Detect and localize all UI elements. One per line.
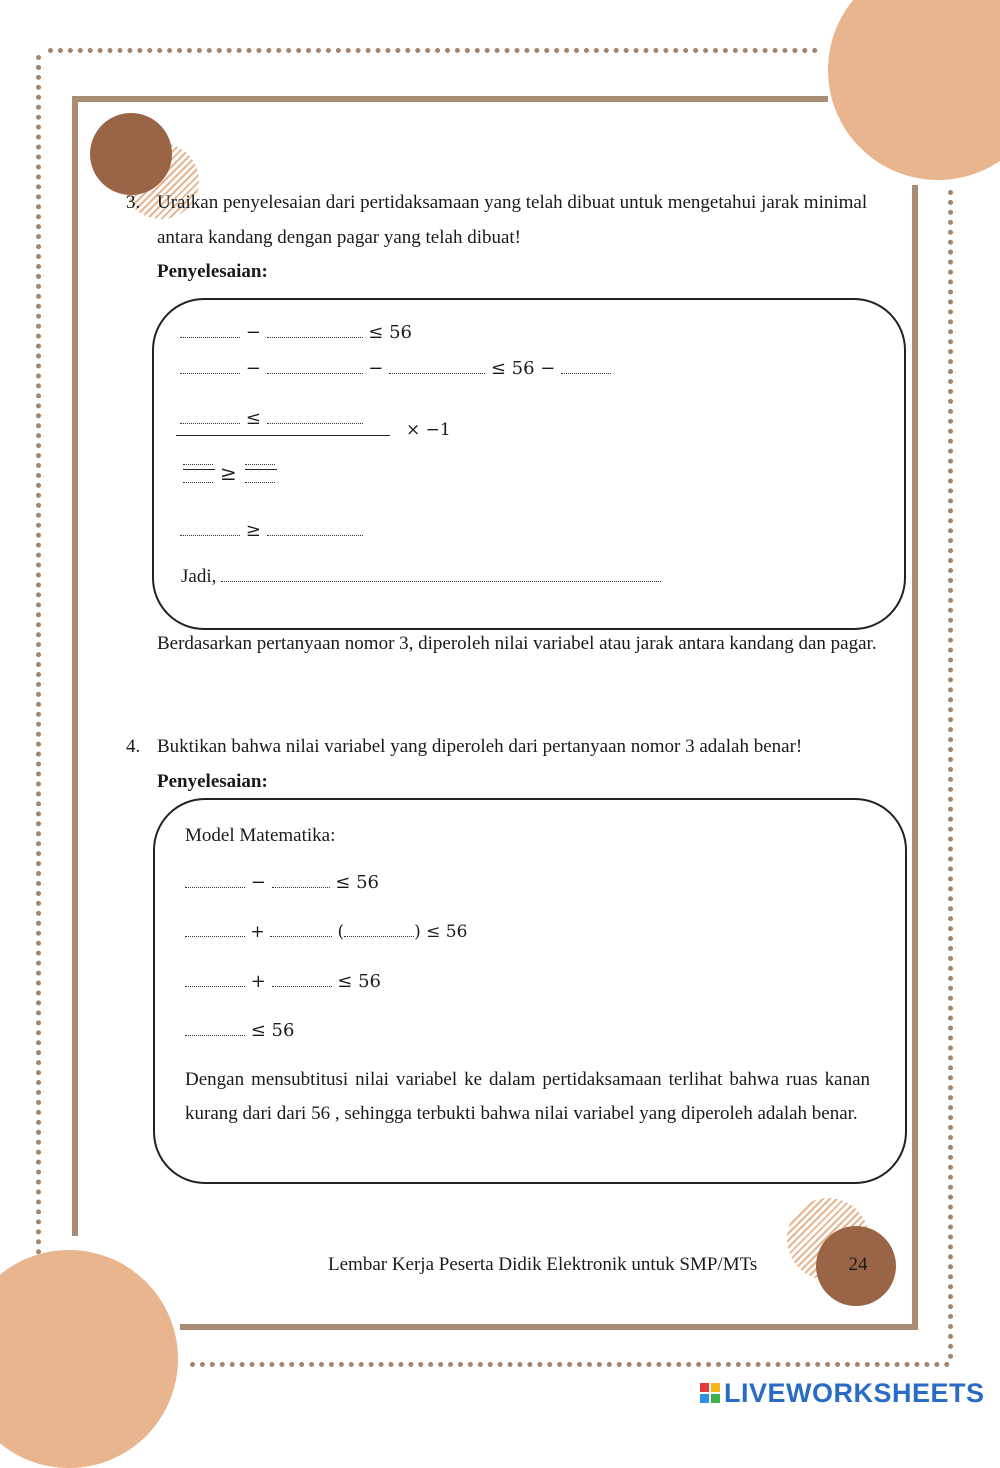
question4-solution-label: Penyelesaian: (157, 771, 268, 792)
bottom-frame-bar (180, 1324, 918, 1330)
q3-step4-right-denominator[interactable] (245, 474, 275, 483)
question3-number: 3. (126, 192, 141, 213)
q4-step1 (185, 872, 379, 893)
top-left-brown-circle (90, 113, 172, 195)
q3-step2-blank-d[interactable] (561, 359, 611, 374)
q3-step2-minus-a: − (245, 358, 261, 379)
question4-number: 4. (126, 736, 141, 757)
q4-step2-blank-c[interactable] (344, 922, 414, 937)
question4-text: Buktikan bahwa nilai variabel yang diperoleh dari pertanyaan nomor 3 adalah benar! (157, 736, 803, 757)
q3-step4-right-bar (245, 469, 277, 470)
bottom-left-peach-circle (0, 1250, 178, 1468)
liveworksheets-logo-text: LIVEWORKSHEETS (724, 1377, 985, 1408)
question3-text-line1: Uraikan penyelesaian dari pertidaksamaan yang telah dibuat untuk mengetahui jarak minimal (157, 192, 868, 213)
q4-step1-blank-b[interactable] (272, 873, 330, 888)
q3-conclusion (181, 560, 661, 594)
q4-step3 (185, 971, 381, 992)
q4-step1-leq56: ≤ 56 (335, 872, 380, 893)
q3-step2-blank-c[interactable] (389, 359, 485, 374)
q3-step4-left-numerator[interactable] (183, 456, 213, 465)
q4-step1-blank-a[interactable] (185, 873, 245, 888)
q4-step2 (185, 922, 467, 942)
bottom-dotted-border (190, 1362, 950, 1367)
q4-step3-leq56: ≤ 56 (337, 971, 382, 992)
q3-step1-minus: − (245, 322, 261, 343)
q3-step4-fraction-right (245, 456, 277, 483)
q4-step2-blank-a[interactable] (185, 922, 245, 937)
question3-solution-label: Penyelesaian: (157, 261, 268, 282)
liveworksheets-logo-icon (700, 1383, 720, 1403)
q3-times-neg1: × −1 (406, 420, 451, 440)
q3-step1-leq56: ≤ 56 (368, 322, 413, 343)
q3-step3-blank-a[interactable] (180, 409, 240, 424)
q3-step1 (180, 322, 412, 343)
top-frame-bar (72, 96, 828, 102)
left-frame-bar (72, 96, 78, 1236)
left-dotted-border (36, 55, 41, 1365)
q3-step1-blank-b[interactable] (267, 323, 363, 338)
q3-step3-underline (176, 435, 390, 436)
q4-step4-leq56: ≤ 56 (250, 1020, 295, 1041)
q4-step1-minus: − (250, 872, 266, 893)
q4-conclusion: Dengan mensubtitusi nilai variabel ke dalam pertidaksamaan terlihat bahwa ruas kanan kurang dari dari 56 , sehingga terbukti bahwa nilai variabel yang diperoleh adalah benar. (185, 1069, 870, 1124)
q3-step5-blank-b[interactable] (267, 521, 363, 536)
q3-step4-left-bar (183, 469, 215, 470)
top-right-peach-circle (828, 0, 1000, 180)
q3-step3-blank-b[interactable] (267, 409, 363, 424)
q3-step4-geq: ≥ (220, 461, 237, 485)
q4-step2-plus: + (250, 922, 265, 942)
q4-step3-blank-b[interactable] (272, 972, 332, 987)
q3-step4-right-numerator[interactable] (245, 456, 275, 465)
liveworksheets-logo (700, 1378, 985, 1408)
right-frame-bar (912, 185, 918, 1330)
right-dotted-border (948, 190, 953, 1360)
q4-step2-close-leq56: ) ≤ 56 (414, 922, 468, 942)
top-dotted-border (48, 48, 818, 53)
q4-model-label: Model Matematika: (185, 825, 336, 846)
q3-conclusion-blank[interactable] (221, 567, 661, 582)
q3-step2-blank-a[interactable] (180, 359, 240, 374)
question3-text-line2: antara kandang dengan pagar yang telah dibuat! (157, 227, 522, 248)
q3-conclusion-label: Jadi, (181, 566, 217, 587)
q4-step3-plus: + (250, 971, 266, 992)
q4-step2-open-paren: ( (337, 922, 345, 942)
q3-step4-fraction-left (183, 456, 215, 483)
q3-step4-left-denominator[interactable] (183, 474, 213, 483)
footer-title: Lembar Kerja Peserta Didik Elektronik untuk SMP/MTs (328, 1254, 758, 1275)
question3-after-text: Berdasarkan pertanyaan nomor 3, diperoleh nilai variabel atau jarak antara kandang dan pagar. (157, 633, 877, 654)
q3-step2-blank-b[interactable] (267, 359, 363, 374)
q3-step3-leq: ≤ (245, 408, 261, 429)
q3-step5-geq: ≥ (245, 520, 261, 541)
q4-step4-blank-a[interactable] (185, 1021, 245, 1036)
page-number: 24 (848, 1254, 868, 1275)
q4-step4 (185, 1020, 294, 1041)
q3-step5 (180, 520, 363, 541)
q3-step5-blank-a[interactable] (180, 521, 240, 536)
q4-step2-blank-b[interactable] (270, 922, 332, 937)
q3-step1-blank-a[interactable] (180, 323, 240, 338)
q3-step2 (180, 358, 611, 379)
q3-step3 (180, 408, 363, 429)
q3-step2-minus-b: − (368, 358, 384, 379)
q4-step3-blank-a[interactable] (185, 972, 245, 987)
q3-step2-leq56-minus: ≤ 56 − (490, 358, 556, 379)
